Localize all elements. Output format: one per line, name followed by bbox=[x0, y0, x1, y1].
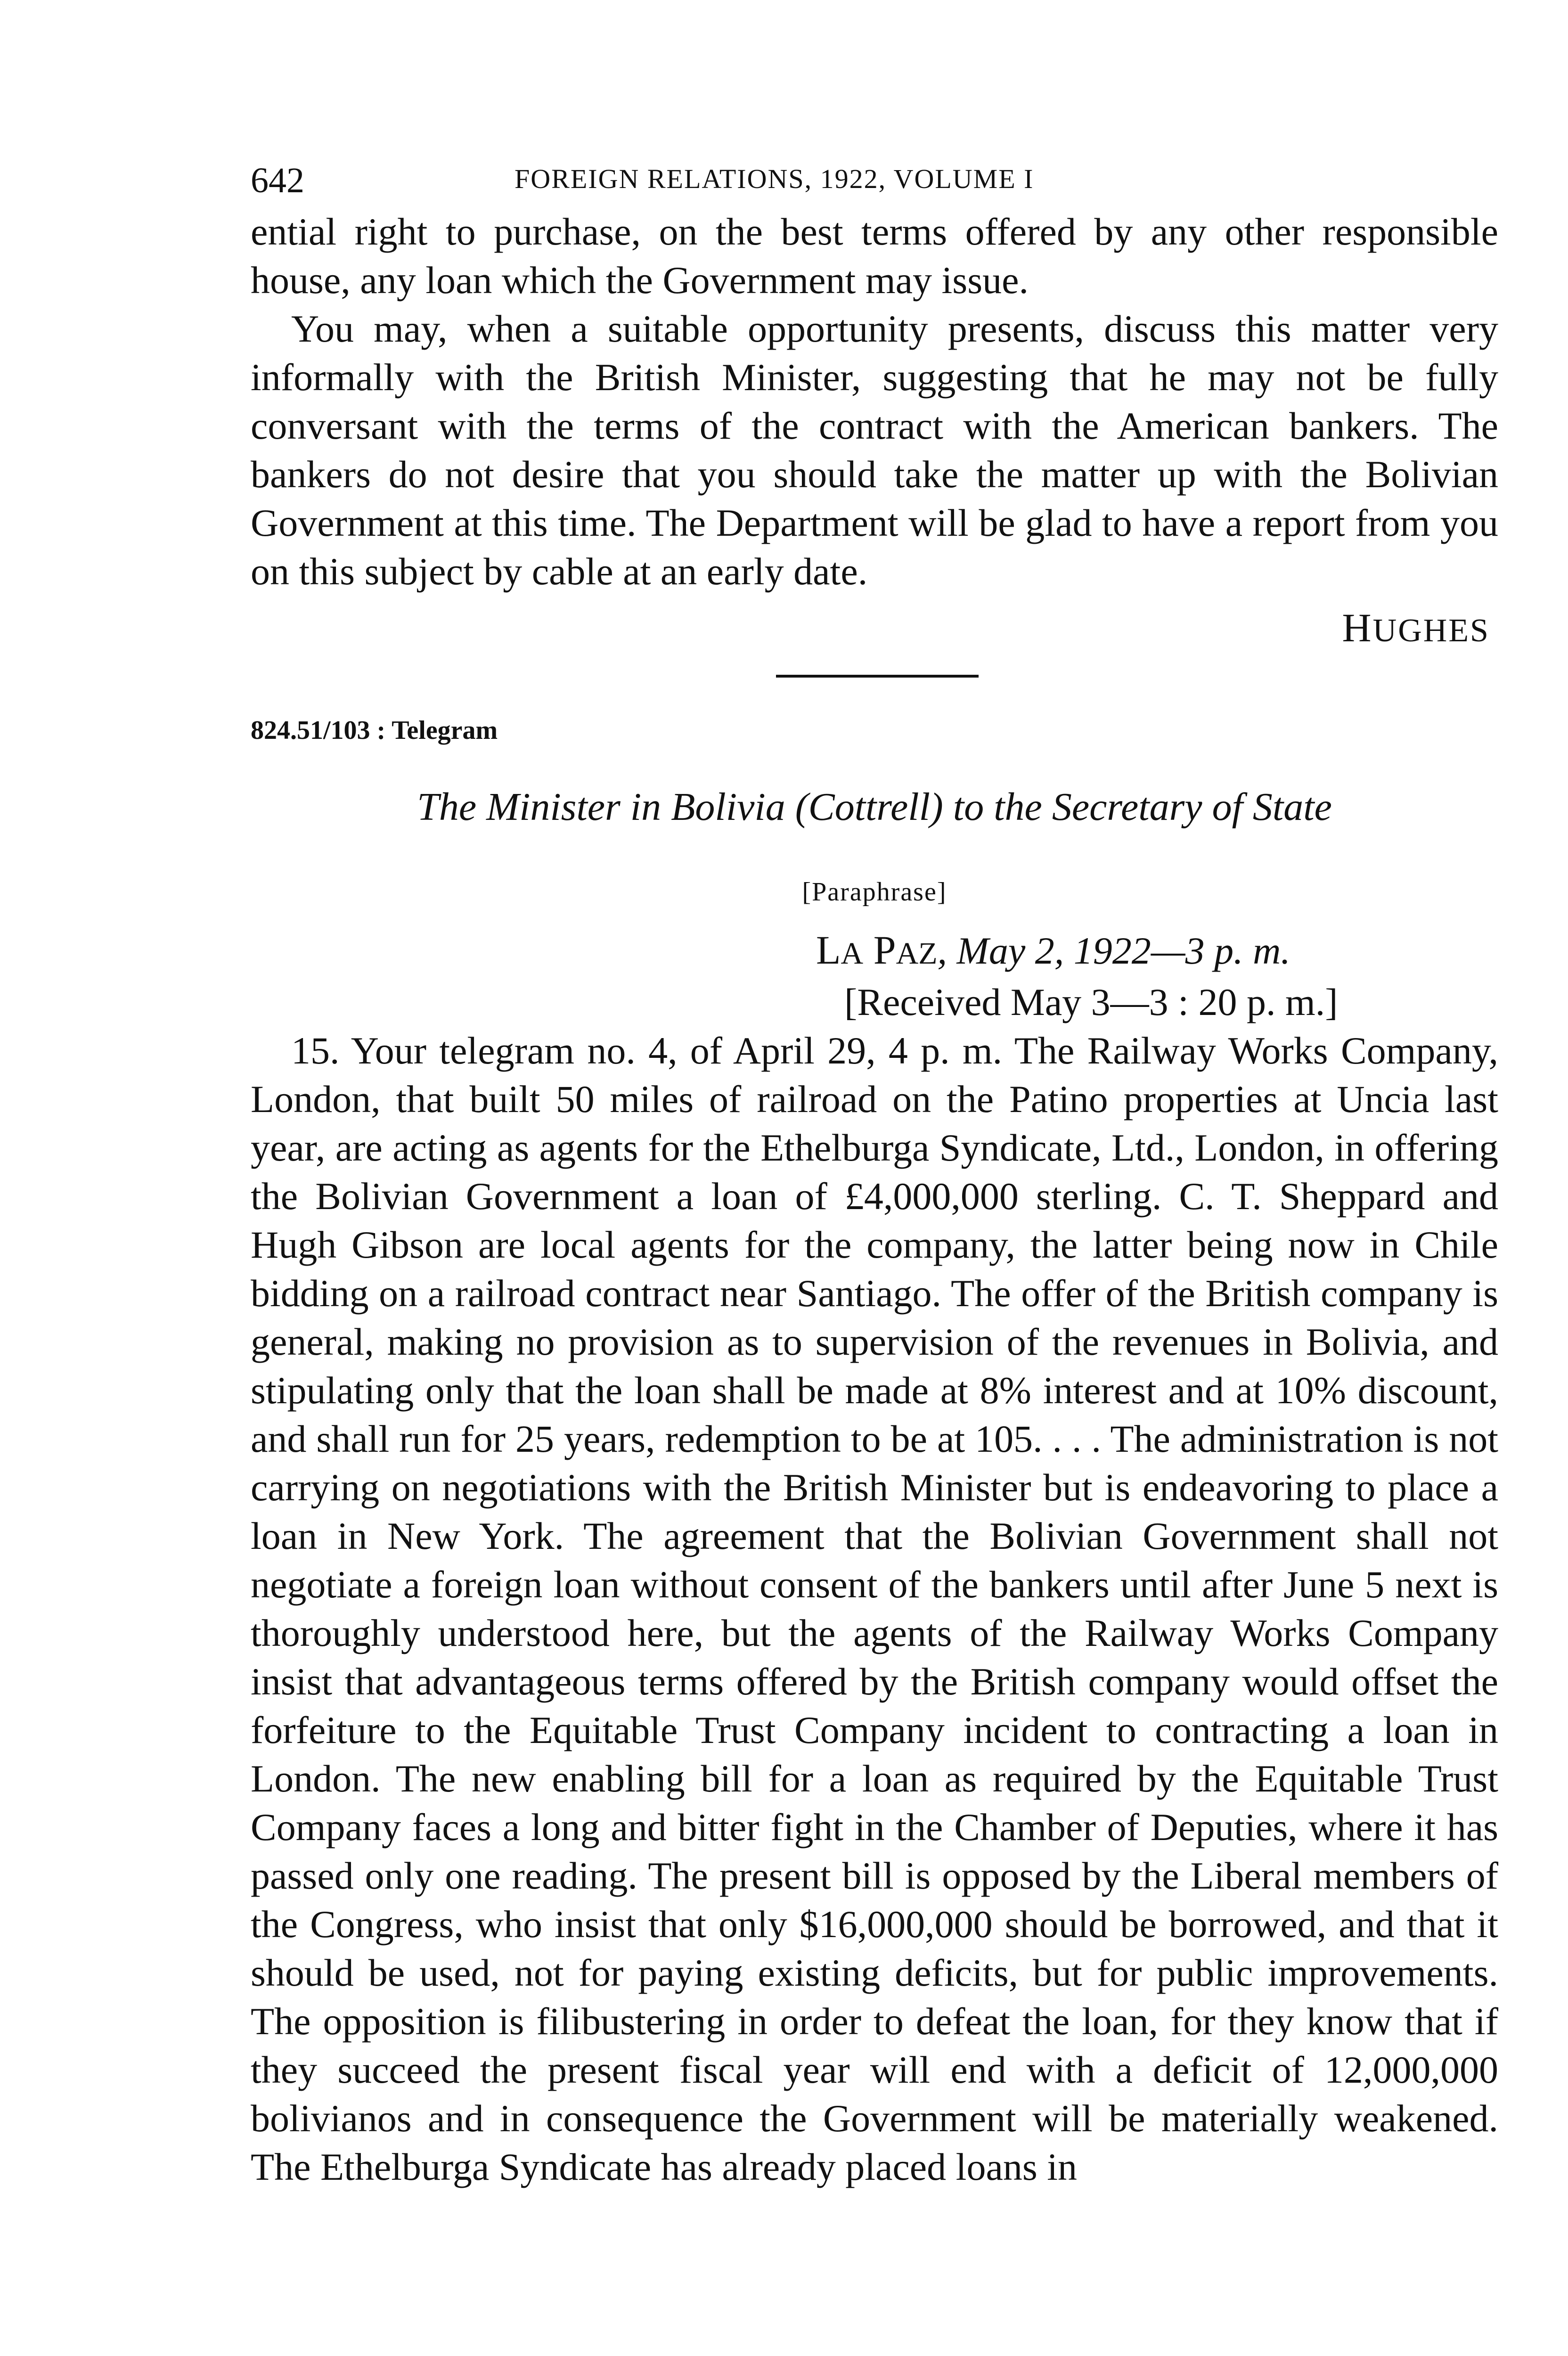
instruction-paragraph: You may, when a suitable opportunity presents, discuss this matter very informally with the British Minister, suggesting that he may not be fully conversant with the terms of the contract with the American bankers. The bankers do not desire that you should take the matter up with the Bolivian Government at this time. The Department will be glad to have a report from you on this subject by cable at an early date. bbox=[251, 307, 1498, 593]
dateline-date: , May 2, 1922—3 p. m. bbox=[937, 929, 1290, 972]
place-initial: L bbox=[816, 927, 841, 973]
place-second-initial: P bbox=[863, 927, 896, 973]
dateline bbox=[251, 926, 1498, 978]
place-mid: A bbox=[841, 936, 864, 971]
running-title: FOREIGN RELATIONS, 1922, VOLUME I bbox=[514, 164, 1034, 194]
page-header bbox=[251, 155, 1498, 207]
signature-rest: UGHES bbox=[1372, 613, 1490, 649]
continuation-paragraph: ential right to purchase, on the best terms offered by any other responsible house, any loan which the Government may issue. bbox=[251, 210, 1498, 302]
signature bbox=[251, 604, 1498, 651]
dateline-place bbox=[816, 929, 938, 972]
document-page bbox=[251, 155, 1498, 2191]
place-rest: AZ bbox=[896, 936, 938, 971]
page-number: 642 bbox=[251, 161, 304, 200]
signature-initial: H bbox=[1342, 605, 1373, 650]
document-title: The Minister in Bolivia (Cottrell) to the Secretary of State bbox=[417, 785, 1332, 829]
received-note: [Received May 3—3 : 20 p. m.] bbox=[844, 981, 1338, 1023]
paraphrase-note: [Paraphrase] bbox=[802, 877, 947, 907]
telegram-body: 15. Your telegram no. 4, of April 29, 4 p. m. The Railway Works Company, London, that built 50 miles of railroad on the Patino properties at Uncia last year, are acting as agents for the Ethelburga Syndicate, Ltd., London, in offering the Bolivian Government a loan of £4,000,000 sterling. C. T. Sheppard and Hugh Gibson are local agents for the company, the latter being now in Chile bidding on a railroad contract near Santiago. The offer of the British company is general, making no provision as to supervision of the revenues in Bolivia, and stipulating only that the loan shall be made at 8% interest and at 10% discount, and shall run for 25 years, redemption to be at 105. . . . The administration is not carrying on negotiations with the British Minister but is endeavoring to place a loan in New York. The agreement that the Bolivian Government shall not negotiate a foreign loan without consent of the bankers until after June 5 next is thoroughly understood here, but the agents of the Railway Works Company insist that advantageous terms offered by the British company would offset the forfeiture to the Equitable Trust Company incident to contracting a loan in London. The new enabling bill for a loan as required by the Equitable Trust Company faces a long and bitter fight in the Chamber of Deputies, where it has passed only one reading. The present bill is opposed by the Liberal members of the Congress, who insist that only $16,000,000 should be borrowed, and that it should be used, not for paying existing deficits, but for public improvements. The opposition is filibustering in order to defeat the loan, for they know that if they succeed the present fiscal year will end with a deficit of 12,000,000 bolivianos and in consequence the Government will be materially weakened. The Ethelburga Syndicate has already placed loans in bbox=[251, 1029, 1498, 2188]
file-reference: 824.51/103 : Telegram bbox=[251, 716, 498, 745]
section-divider bbox=[776, 675, 979, 678]
